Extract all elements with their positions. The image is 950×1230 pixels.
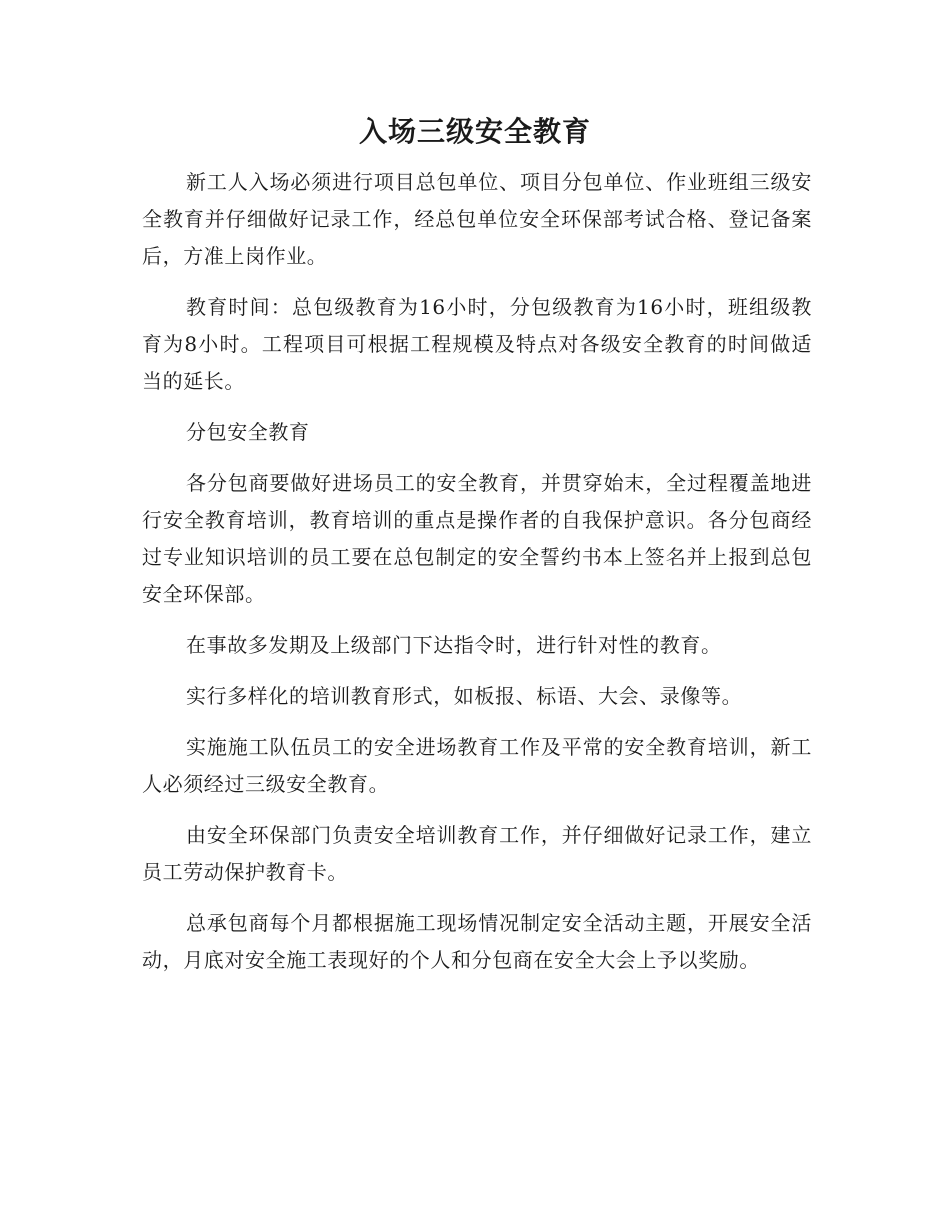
paragraph-training-forms: 实行多样化的培训教育形式，如板报、标语、大会、录像等。 — [186, 684, 743, 708]
paragraph-intro: 新工人入场必须进行项目总包单位、项目分包单位、作业班组三级安全教育并仔细做好记录工作，经总包单位安全环保部考试合格、登记备案后，方准上岗作业。 — [142, 170, 812, 268]
document-title: 入场三级安全教育 — [358, 115, 591, 148]
paragraph-records: 由安全环保部门负责安全培训教育工作，并仔细做好记录工作，建立员工劳动保护教育卡。 — [142, 823, 812, 884]
paragraph-monthly-activity: 总承包商每个月都根据施工现场情况制定安全活动主题，开展安全活动，月底对安全施工表现好的个人和分包商在安全大会上予以奖励。 — [142, 911, 812, 972]
paragraph-targeted-education: 在事故多发期及上级部门下达指令时，进行针对性的教育。 — [186, 633, 722, 657]
paragraph-subcontract-heading: 分包安全教育 — [186, 420, 310, 444]
paragraph-subcontract-training: 各分包商要做好进场员工的安全教育，并贯穿始末，全过程覆盖地进行安全教育培训，教育培训的重点是操作者的自我保护意识。各分包商经过专业知识培训的员工要在总包制定的安全誓约书本上签名并上报到总包安全环保部。 — [142, 471, 812, 606]
paragraph-education-time: 教育时间：总包级教育为16小时，分包级教育为16小时，班组级教育为8小时。工程项目可根据工程规模及特点对各级安全教育的时间做适当的延长。 — [142, 295, 812, 393]
paragraph-entry-education: 实施施工队伍员工的安全进场教育工作及平常的安全教育培训，新工人必须经过三级安全教育。 — [142, 735, 812, 796]
document-body — [142, 164, 812, 993]
